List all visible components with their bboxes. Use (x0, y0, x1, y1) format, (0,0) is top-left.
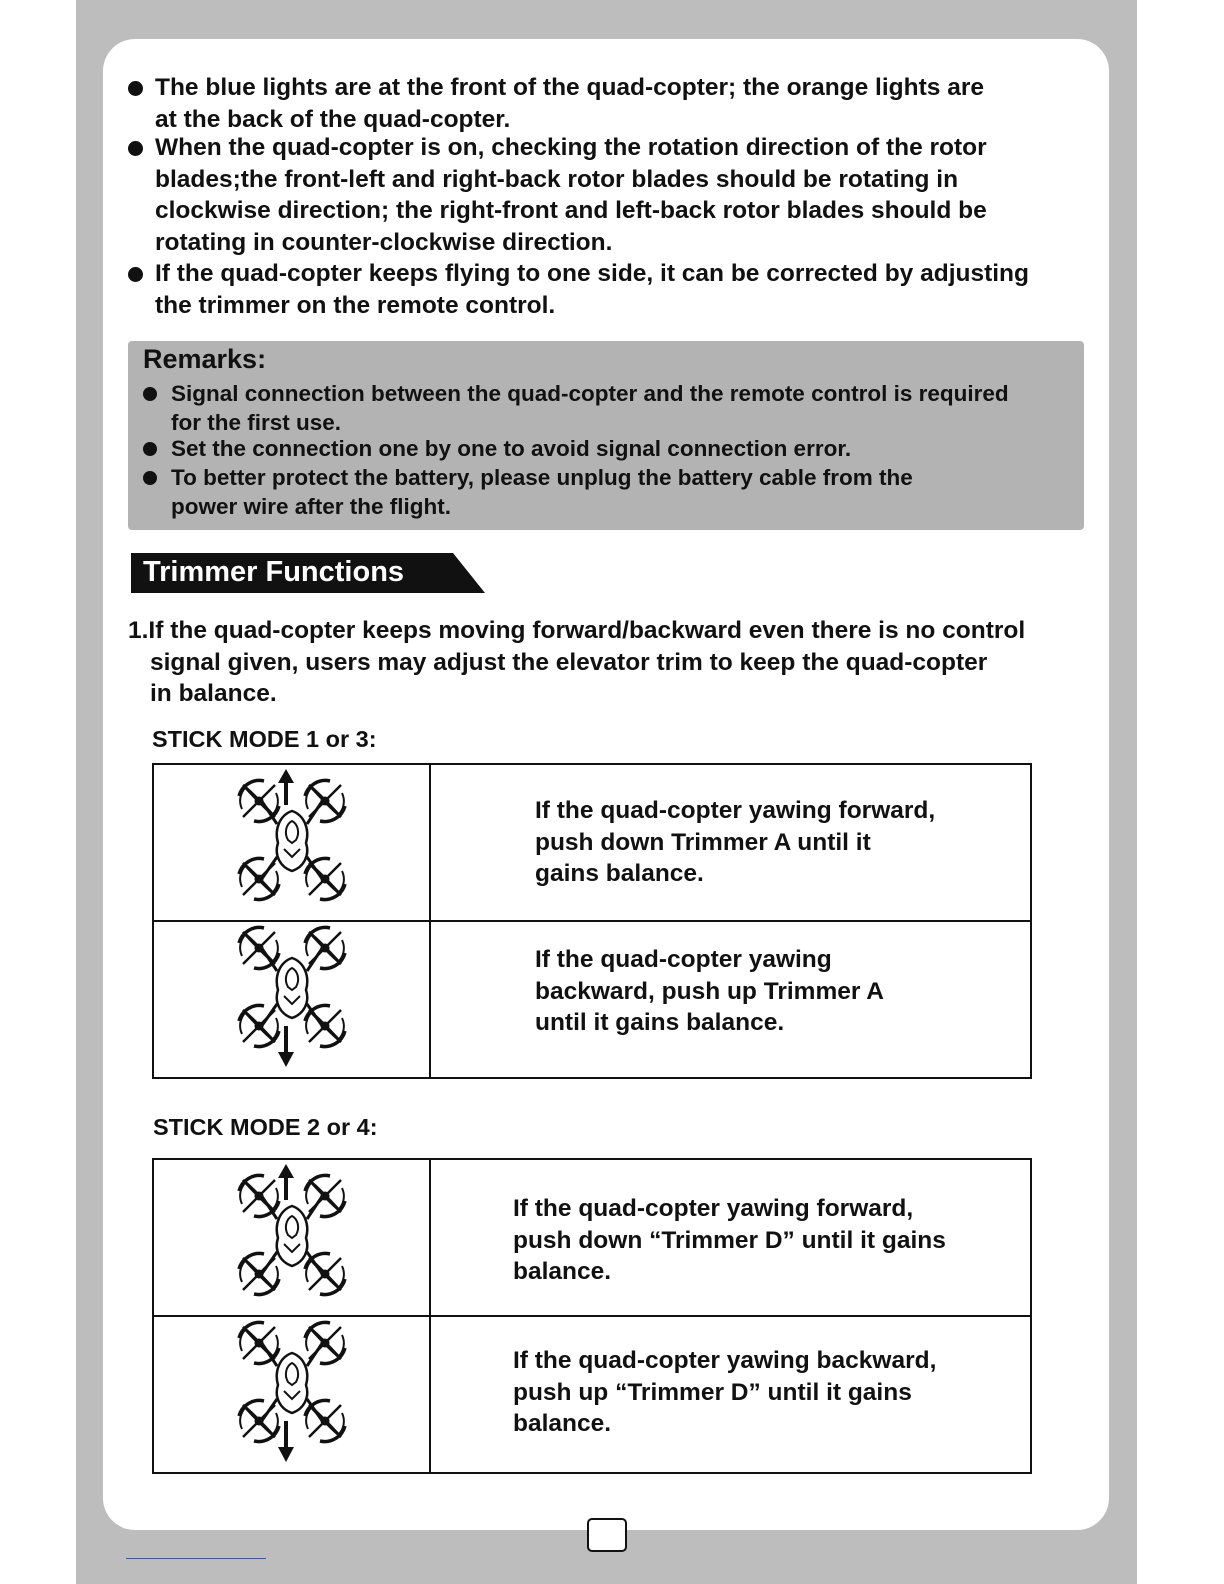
remarks-line: power wire after the flight. (171, 494, 452, 519)
mode-b-table (152, 1158, 1032, 1474)
remarks-line: Set the connection one by one to avoid signal connection error. (171, 436, 852, 461)
step-line: 1.If the quad-copter keeps moving forward/backward even there is no control (128, 617, 1026, 644)
bullet-line: at the back of the quad-copter. (155, 105, 511, 133)
bullet-dot-icon (143, 387, 157, 401)
intro-bullet (128, 72, 1108, 135)
mode-b-label: STICK MODE 2 or 4: (153, 1114, 378, 1140)
bullet-dot-icon (128, 267, 143, 282)
page-number-box (587, 1518, 627, 1552)
remarks-item (143, 379, 1078, 437)
icon-cell (153, 1316, 430, 1473)
bullet-line: rotating in counter-clockwise direction. (155, 228, 613, 256)
quadcopter-forward-icon (222, 1160, 362, 1310)
table-row (153, 1159, 1031, 1316)
step-line: in balance. (150, 680, 277, 707)
step-1-text (128, 615, 1103, 710)
icon-cell (153, 764, 430, 921)
section-banner (131, 553, 485, 593)
bullet-dot-icon (128, 81, 143, 96)
remarks-box (128, 341, 1084, 530)
step-line: signal given, users may adjust the elevator trim to keep the quad-copter (150, 648, 988, 676)
bullet-line: The blue lights are at the front of the quad-copter; the orange lights are (155, 74, 984, 101)
bullet-line: If the quad-copter keeps flying to one side, it can be corrected by adjusting (155, 260, 1029, 287)
quadcopter-forward-icon (222, 765, 362, 915)
trim-description: If the quad-copter yawing backward, push up Trimmer A until it gains balance. (535, 946, 884, 1036)
remarks-line: To better protect the battery, please unplug the battery cable from the (171, 465, 913, 490)
quadcopter-backward-icon (222, 1317, 362, 1467)
remarks-item (143, 434, 1078, 463)
mode-a-label: STICK MODE 1 or 3: (152, 726, 377, 752)
up-arrow-icon (278, 1164, 294, 1200)
section-title: Trimmer Functions (143, 556, 405, 588)
bullet-dot-icon (128, 141, 143, 156)
remarks-title: Remarks: (143, 344, 267, 374)
intro-bullet (128, 132, 1108, 258)
trim-description: If the quad-copter yawing forward, push down Trimmer A until it gains balance. (535, 797, 936, 887)
intro-bullet-list (128, 72, 1108, 321)
bullet-line: blades;the front-left and right-back rotor blades should be rotating in (155, 165, 959, 193)
icon-cell (153, 1159, 430, 1316)
table-row (153, 764, 1031, 921)
text-cell (430, 764, 1031, 921)
remarks-item (143, 463, 1078, 521)
bullet-dot-icon (143, 442, 157, 456)
up-arrow-icon (278, 769, 294, 805)
trim-description: If the quad-copter yawing backward, push up “Trimmer D” until it gains balance. (513, 1347, 937, 1437)
icon-cell (153, 921, 430, 1078)
bullet-dot-icon (143, 471, 157, 485)
table-row (153, 1316, 1031, 1473)
bullet-line: clockwise direction; the right-front and left-back rotor blades should be (155, 197, 987, 224)
remarks-line: for the first use. (171, 410, 342, 435)
bullet-line: the trimmer on the remote control. (155, 291, 556, 319)
mode-a-table (152, 763, 1032, 1079)
link-underline (126, 1558, 266, 1559)
remarks-line: Signal connection between the quad-copter and the remote control is required (171, 381, 1009, 406)
text-cell (430, 1316, 1031, 1473)
trim-description: If the quad-copter yawing forward, push down “Trimmer D” until it gains balance. (513, 1195, 946, 1285)
text-cell (430, 921, 1031, 1078)
table-row (153, 921, 1031, 1078)
bullet-line: When the quad-copter is on, checking the rotation direction of the rotor (155, 134, 987, 161)
remarks-list (143, 379, 1078, 521)
quadcopter-backward-icon (222, 922, 362, 1072)
intro-bullet (128, 258, 1108, 321)
text-cell (430, 1159, 1031, 1316)
